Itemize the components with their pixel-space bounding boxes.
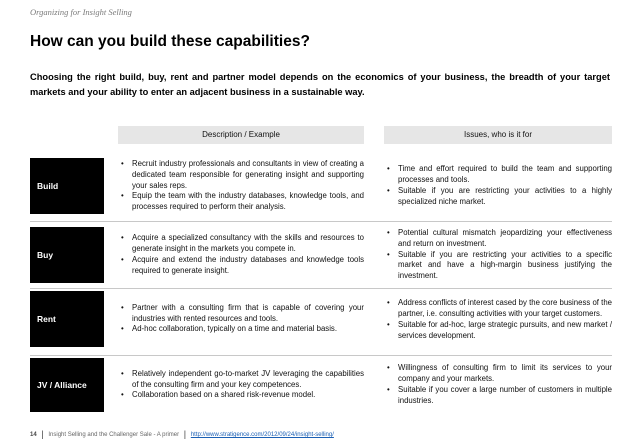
description-list bbox=[118, 159, 364, 214]
description-cell-build bbox=[118, 158, 364, 214]
row-label-buy: Buy bbox=[30, 227, 104, 283]
page-footer bbox=[30, 429, 334, 439]
footer-separator: | bbox=[183, 429, 187, 439]
description-list bbox=[118, 303, 364, 336]
intro-paragraph: Choosing the right build, buy, rent and partner model depends on the economics of your business, the breadth of your target markets and your ability to enter an adjacent business in a sustainable way. bbox=[30, 72, 610, 97]
row-divider bbox=[30, 288, 612, 289]
list-item: • Suitable if you are restricting your activities to a highly specialized niche market. bbox=[384, 186, 612, 208]
issues-list bbox=[384, 164, 612, 208]
page-number: 14 bbox=[30, 432, 37, 438]
list-item: • Relatively independent go-to-market JV leveraging the capabilities of the consulting firm and your key competences. bbox=[118, 369, 364, 391]
list-item: • Time and effort required to build the team and supporting processes and tools. bbox=[384, 164, 612, 186]
description-cell-buy bbox=[118, 227, 364, 283]
issues-list bbox=[384, 228, 612, 283]
issues-list bbox=[384, 363, 612, 407]
list-item: • Address conflicts of interest cased by the core business of the partner, i.e. consulting activities with your target customers. bbox=[384, 298, 612, 320]
row-divider bbox=[30, 355, 612, 356]
list-item: • Suitable if you cover a large number of customers in multiple industries. bbox=[384, 385, 612, 407]
column-header-description: Description / Example bbox=[118, 126, 364, 144]
running-head: Organizing for Insight Selling bbox=[30, 7, 132, 17]
footer-separator: | bbox=[41, 429, 44, 439]
list-item: • Willingness of consulting firm to limit its services to your company and your markets. bbox=[384, 363, 612, 385]
row-divider bbox=[30, 221, 612, 222]
list-item: • Partner with a consulting firm that is capable of covering your industries with rented resources and tools. bbox=[118, 303, 364, 325]
description-cell-jv-alliance bbox=[118, 357, 364, 413]
issues-list bbox=[384, 298, 612, 342]
list-item: • Ad-hoc collaboration, typically on a time and material basis. bbox=[118, 324, 364, 335]
list-item: • Suitable for ad-hoc, large strategic pursuits, and new market / services development. bbox=[384, 320, 612, 342]
issues-cell-rent bbox=[384, 291, 612, 349]
list-item: • Suitable if you are restricting your activities to a specific market and have a high-margin business justifying the investment. bbox=[384, 250, 612, 283]
list-item: • Equip the team with the industry databases, knowledge tools, and processes required to perform their analysis. bbox=[118, 191, 364, 213]
issues-cell-jv-alliance bbox=[384, 357, 612, 413]
issues-cell-build bbox=[384, 158, 612, 214]
list-item: • Acquire and extend the industry databases and knowledge tools required to generate insight. bbox=[118, 255, 364, 277]
footer-link[interactable]: http://www.stratigence.com/2012/09/24/insight-selling/ bbox=[190, 432, 334, 438]
list-item: • Potential cultural mismatch jeopardizing your effectiveness and return on investment. bbox=[384, 228, 612, 250]
list-item: • Acquire a specialized consultancy with the skills and resources to generate insight in the markets you compete in. bbox=[118, 233, 364, 255]
list-item: • Collaboration based on a shared risk-revenue model. bbox=[118, 390, 364, 401]
list-item: • Recruit industry professionals and consultants in view of creating a dedicated team responsible for generating insight and supporting your sales reps. bbox=[118, 159, 364, 192]
footer-doc-title: Insight Selling and the Challenger Sale - A primer bbox=[48, 432, 180, 438]
row-label-jv-alliance: JV / Alliance bbox=[30, 358, 104, 412]
issues-cell-buy bbox=[384, 227, 612, 283]
page-title: How can you build these capabilities? bbox=[30, 33, 310, 50]
row-label-rent: Rent bbox=[30, 291, 104, 347]
row-label-build: Build bbox=[30, 158, 104, 214]
description-cell-rent bbox=[118, 291, 364, 347]
column-header-issues: Issues, who is it for bbox=[384, 126, 612, 144]
description-list bbox=[118, 233, 364, 277]
description-list bbox=[118, 369, 364, 402]
